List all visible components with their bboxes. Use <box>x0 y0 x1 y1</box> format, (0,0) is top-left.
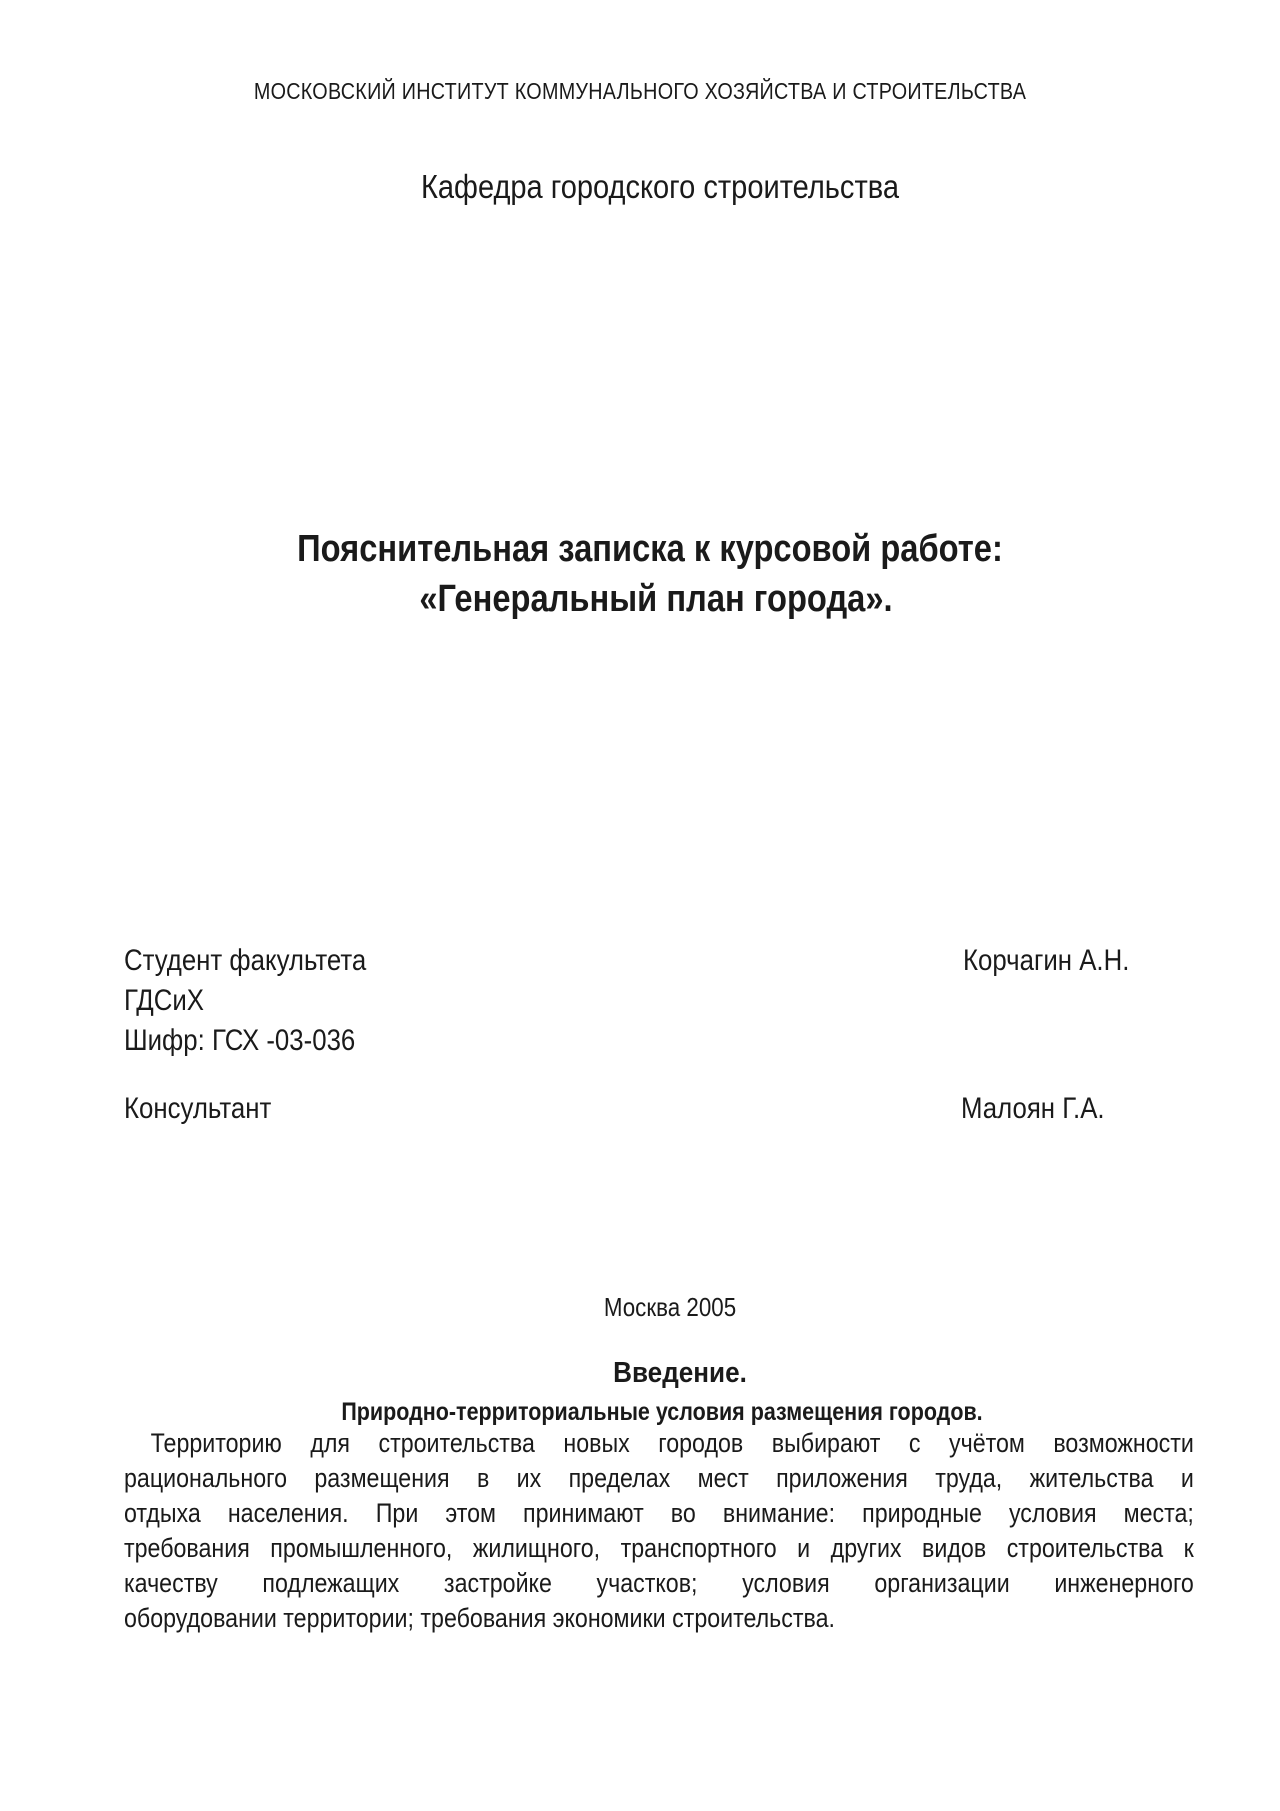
student-cipher: Шифр: ГСХ -03-036 <box>124 1024 356 1057</box>
city-year: Москва 2005 <box>603 1292 737 1322</box>
paragraph-line: качеству подлежащих застройке участков; условия организации инженерного <box>124 1568 1194 1598</box>
intro-subheading: Природно-территориальные условия размещения городов. <box>341 1398 983 1426</box>
paragraph-line: Территорию для строительства новых городов выбирают с учётом возможности <box>150 1428 1194 1458</box>
consultant-label: Консультант <box>124 1092 272 1125</box>
intro-heading: Введение. <box>613 1357 747 1389</box>
paragraph-line: требования промышленного, жилищного, транспортного и других видов строительства к <box>124 1533 1194 1563</box>
document-title-line-2: «Генеральный план города». <box>419 578 893 620</box>
paragraph-line: оборудовании территории; требования экономики строительства. <box>124 1603 835 1633</box>
department-name: Кафедра городского строительства <box>420 168 900 205</box>
intro-paragraph <box>124 1426 1194 1636</box>
student-faculty-label: Студент факультета <box>124 944 367 977</box>
institute-name: МОСКОВСКИЙ ИНСТИТУТ КОММУНАЛЬНОГО ХОЗЯЙСТВА И СТРОИТЕЛЬСТВА <box>253 78 1027 104</box>
student-faculty-name: ГДСиХ <box>124 984 204 1017</box>
paragraph-line: отдыха населения. При этом принимают во внимание: природные условия места; <box>124 1498 1194 1528</box>
consultant-name: Малоян Г.А. <box>961 1092 1105 1125</box>
student-name: Корчагин А.Н. <box>963 944 1130 977</box>
paragraph-line: рационального размещения в их пределах мест приложения труда, жительства и <box>124 1463 1194 1493</box>
document-title-line-1: Пояснительная записка к курсовой работе: <box>297 528 1003 570</box>
